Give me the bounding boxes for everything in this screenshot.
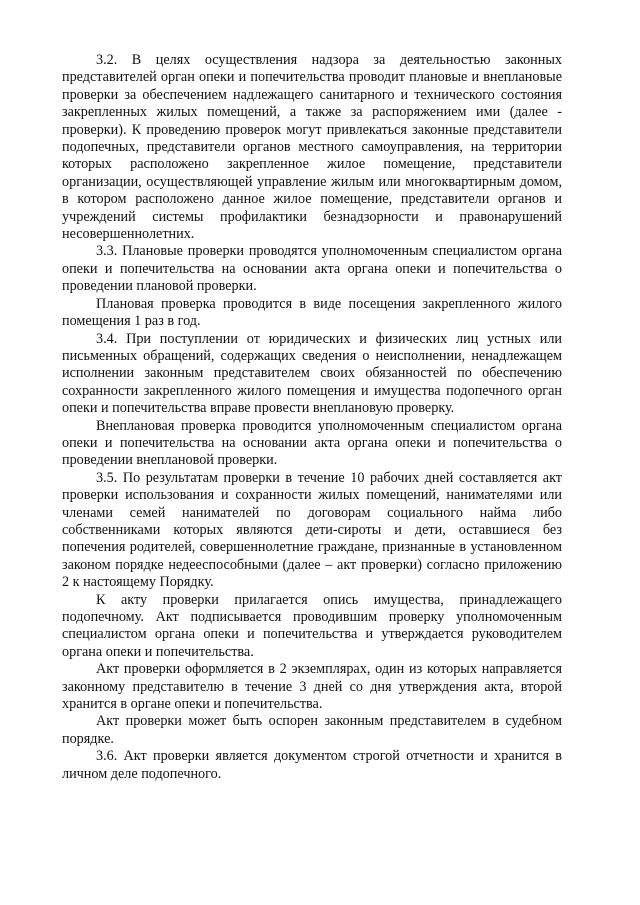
- paragraph-3-3: 3.3. Плановые проверки проводятся уполномоченным специалистом органа опеки и попечительства на основании акта органа опеки и попечительства о проведении плановой проверки.: [62, 243, 562, 295]
- paragraph-inventory-attachment: К акту проверки прилагается опись имущества, принадлежащего подопечному. Акт подписывается проводившим проверку уполномоченным специалистом органа опеки и попечительства и утверждается руководителем органа опеки и попечительства.: [62, 591, 562, 660]
- paragraph-appeal: Акт проверки может быть оспорен законным представителем в судебном порядке.: [62, 713, 562, 747]
- paragraph-copies: Акт проверки оформляется в 2 экземплярах, один из которых направляется законному представителю в течение 3 дней со дня утверждения акта, второй хранится в органе опеки и попечительства.: [62, 661, 562, 713]
- paragraph-scheduled-inspection: Плановая проверка проводится в виде посещения закрепленного жилого помещения 1 раз в год.: [62, 295, 562, 330]
- paragraph-3-2: 3.2. В целях осуществления надзора за деятельностью законных представителей орган опеки и попечительства проводит плановые и внеплановые проверки за обеспечением надлежащего санитарного и технического состояния закрепленных жилых помещений, а также за распоряжением ими (далее - проверки). К проведению проверок могут привлекаться законные представители подопечных, представители органов местного самоуправления, на территории которых расположено закрепленное жилое помещение, представители организации, осуществляющей управление жилым или многоквартирным домом, в котором расположено данное жилое помещение, представители органов и учреждений системы профилактики безнадзорности и правонарушений несовершеннолетних.: [62, 52, 562, 243]
- paragraph-unscheduled-inspection: Внеплановая проверка проводится уполномоченным специалистом органа опеки и попечительства на основании акта органа опеки и попечительства о проведении внеплановой проверки.: [62, 417, 562, 469]
- paragraph-3-4: 3.4. При поступлении от юридических и физических лиц устных или письменных обращений, содержащих сведения о неисполнении, ненадлежащем исполнении законным представителем своих обязанностей по обеспечению сохранности закрепленного жилого помещения и имущества подопечного орган опеки и попечительства вправе провести внеплановую проверку.: [62, 330, 562, 417]
- paragraph-3-6: 3.6. Акт проверки является документом строгой отчетности и хранится в личном деле подопечного.: [62, 748, 562, 782]
- paragraph-3-5: 3.5. По результатам проверки в течение 10 рабочих дней составляется акт проверки использования и сохранности жилых помещений, нанимателями или членами семей нанимателей по договорам социального найма либо собственниками которых являются дети-сироты и дети, оставшиеся без попечения родителей, совершеннолетние граждане, признанные в установленном законом порядке недееспособными (далее – акт проверки) согласно приложению 2 к настоящему Порядку.: [62, 469, 562, 591]
- document-page: [62, 52, 562, 783]
